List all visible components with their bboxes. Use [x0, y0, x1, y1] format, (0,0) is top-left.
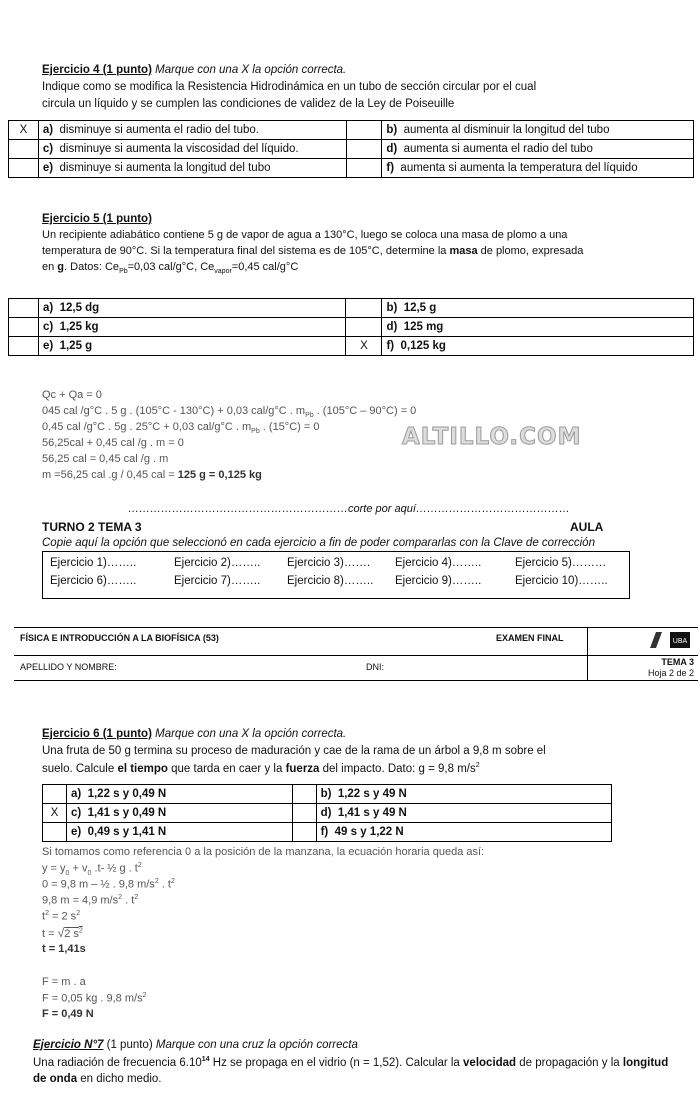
option-text: 0,125 kg	[400, 340, 446, 352]
course-name: FÍSICA E INTRODUCCIÓN A LA BIOFÍSICA (53)	[20, 633, 219, 643]
option-cell	[66, 804, 292, 823]
option-text: disminuye si aumenta el radio del tubo.	[59, 124, 259, 136]
ex4-statement-2: circula un líquido y se cumplen las condiciones de validez de la Ley de Poiseuille	[42, 98, 455, 110]
option-letter: e)	[70, 826, 82, 838]
option-cell	[38, 121, 346, 140]
option-cell	[316, 823, 611, 842]
option-text: 125 mg	[403, 321, 444, 333]
answer-slot-1[interactable]: Ejercicio 1)……..	[50, 557, 137, 569]
watermark-logo: ALTILLO.COM	[402, 424, 582, 450]
option-letter: c)	[42, 143, 54, 155]
answer-mark-cell[interactable]: X	[346, 337, 382, 356]
option-text: 1,25 g	[59, 340, 93, 352]
answer-mark-cell[interactable]	[9, 140, 39, 159]
answer-slot-9[interactable]: Ejercicio 9)……..	[395, 575, 482, 587]
answer-mark-cell[interactable]	[346, 159, 382, 178]
answer-slot-6[interactable]: Ejercicio 6)……..	[50, 575, 137, 587]
svg-text:UBA: UBA	[672, 638, 688, 645]
answer-mark-cell[interactable]	[43, 823, 67, 842]
answer-mark-cell[interactable]	[9, 159, 39, 178]
option-cell	[382, 159, 694, 178]
option-letter: e)	[42, 340, 54, 352]
answer-mark-cell[interactable]	[43, 785, 67, 804]
ex4-instruction: Marque con una X la opción correcta.	[151, 64, 347, 76]
dni-field-label: DNI:	[366, 662, 384, 672]
answer-slot-10[interactable]: Ejercicio 10)……..	[515, 575, 608, 587]
answer-mark-cell[interactable]	[346, 140, 382, 159]
ex4-statement-1: Indique como se modifica la Resistencia Hidrodinámica en un tubo de sección circular por el cual	[42, 81, 537, 93]
option-letter: b)	[386, 302, 398, 314]
option-cell	[38, 318, 346, 337]
ex5-options-table	[8, 298, 694, 356]
ex6-options-table	[42, 784, 612, 842]
answer-box	[42, 551, 630, 599]
option-letter: b)	[320, 788, 332, 800]
answer-slot-4[interactable]: Ejercicio 4)……..	[395, 557, 482, 569]
option-row	[9, 318, 694, 337]
option-letter: c)	[42, 321, 54, 333]
option-text: 0,49 s y 1,41 N	[87, 826, 167, 838]
answer-slot-5[interactable]: Ejercicio 5)………	[515, 557, 607, 569]
option-text: disminuye si aumenta la longitud del tubo	[59, 162, 271, 174]
answer-mark-cell[interactable]: X	[9, 121, 39, 140]
tema-label: TEMA 3	[661, 657, 694, 667]
option-text: aumenta al disminuir la longitud del tubo	[403, 124, 610, 136]
ex6-statement-2: suelo. Calcule el tiempo que tarda en caer y la fuerza del impacto. Dato: g = 9,8 $m/s^2$	[42, 762, 480, 775]
answer-mark-cell[interactable]	[9, 337, 39, 356]
ex4-options-table	[8, 120, 694, 178]
option-row	[9, 140, 694, 159]
option-cell	[38, 299, 346, 318]
exam-header	[14, 627, 698, 681]
option-cell	[38, 159, 346, 178]
ex7-statement-2: de onda en dicho medio.	[33, 1073, 162, 1085]
answer-mark-cell[interactable]	[346, 121, 382, 140]
answer-mark-cell[interactable]	[9, 299, 39, 318]
ex5-title: Ejercicio 5 (1 punto)	[42, 213, 152, 225]
option-letter: c)	[70, 807, 82, 819]
option-row	[9, 159, 694, 178]
option-row	[9, 337, 694, 356]
cut-line: ……………………………………………………corte por aquí……………………………………	[128, 503, 570, 515]
option-text: 49 s y 1,22 N	[334, 826, 404, 838]
option-text: aumenta si aumenta el radio del tubo	[403, 143, 593, 155]
option-text: 12,5 dg	[59, 302, 100, 314]
option-cell	[66, 823, 292, 842]
option-letter: b)	[386, 124, 398, 136]
uba-logo	[648, 630, 692, 652]
option-text: 1,41 s y 0,49 N	[87, 807, 167, 819]
ex5-statement-1: Un recipiente adiabático contiene 5 g de vapor de agua a 130°C, luego se coloca una masa de plomo a una	[42, 229, 568, 241]
option-row	[43, 823, 612, 842]
answer-slot-3[interactable]: Ejercicio 3)…….	[287, 557, 371, 569]
option-cell	[316, 785, 611, 804]
ex7-heading: Ejercicio N°7 (1 punto) Marque con una cruz la opción correcta	[33, 1039, 358, 1051]
answer-slot-7[interactable]: Ejercicio 7)……..	[174, 575, 261, 587]
option-cell	[38, 140, 346, 159]
ex4-heading	[42, 64, 346, 76]
option-letter: e)	[42, 162, 54, 174]
option-letter: a)	[42, 302, 54, 314]
option-text: 1,41 s y 49 N	[337, 807, 407, 819]
answer-mark-cell[interactable]: X	[43, 804, 67, 823]
answer-mark-cell[interactable]	[346, 299, 382, 318]
name-field-label: APELLIDO Y NOMBRE:	[20, 662, 117, 672]
turno-label: TURNO 2 TEMA 3	[42, 520, 142, 534]
ex5-statement-3: en g. Datos: $Ce_{Pb}=0,03$ cal/g°C, $Ce_{vapor}=0,45$ cal/g°C	[42, 261, 299, 276]
option-cell	[382, 140, 694, 159]
answer-slot-8[interactable]: Ejercicio 8)……..	[287, 575, 374, 587]
option-cell	[382, 121, 694, 140]
option-cell	[38, 337, 346, 356]
option-letter: a)	[70, 788, 82, 800]
ex6-heading: Ejercicio 6 (1 punto) Marque con una X la opción correcta.	[42, 728, 347, 740]
option-letter: a)	[42, 124, 54, 136]
option-text: 1,25 kg	[59, 321, 99, 333]
option-text: aumenta si aumenta la temperatura del líquido	[400, 162, 638, 174]
option-letter: d)	[386, 143, 398, 155]
option-letter: f)	[386, 340, 395, 352]
option-row	[43, 804, 612, 823]
answer-mark-cell[interactable]	[346, 318, 382, 337]
ex4-title: Ejercicio 4 (1 punto)	[42, 64, 152, 76]
option-text: 1,22 s y 0,49 N	[87, 788, 167, 800]
ex6-statement-1: Una fruta de 50 g termina su proceso de maduración y cae de la rama de un árbol a 9,8 m sobre el	[42, 745, 546, 757]
option-letter: f)	[320, 826, 329, 838]
option-letter: d)	[320, 807, 332, 819]
ex5-statement-2: temperatura de 90°C. Si la temperatura final del sistema es de 105°C, determine la masa de plomo, expresada	[42, 245, 584, 257]
ex7-statement-1: Una radiación de frecuencia 6.10$^{14}$ Hz se propaga en el vidrio (n = 1,52). Calcular la velocidad de propagación y la longitud	[33, 1056, 669, 1069]
answer-mark-cell[interactable]	[9, 318, 39, 337]
option-cell	[382, 337, 694, 356]
page-indicator: Hoja 2 de 2	[647, 668, 694, 678]
option-text: 1,22 s y 49 N	[337, 788, 407, 800]
option-text: 12,5 g	[403, 302, 437, 314]
exam-type: EXAMEN FINAL	[496, 633, 564, 643]
option-letter: d)	[386, 321, 398, 333]
aula-label: AULA	[570, 520, 604, 534]
option-row	[9, 121, 694, 140]
option-letter: f)	[386, 162, 395, 174]
option-cell	[382, 299, 694, 318]
option-cell	[382, 318, 694, 337]
answer-slot-2[interactable]: Ejercicio 2)……..	[174, 557, 261, 569]
answer-mark-cell[interactable]	[292, 785, 316, 804]
option-text: disminuye si aumenta la viscosidad del líquido.	[59, 143, 299, 155]
option-row	[9, 299, 694, 318]
option-cell	[66, 785, 292, 804]
copy-instruction: Copie aquí la opción que seleccionó en cada ejercicio a fin de poder compararlas con la Clave de corrección	[42, 537, 595, 549]
answer-mark-cell[interactable]	[292, 804, 316, 823]
option-row	[43, 785, 612, 804]
answer-mark-cell[interactable]	[292, 823, 316, 842]
option-cell	[316, 804, 611, 823]
